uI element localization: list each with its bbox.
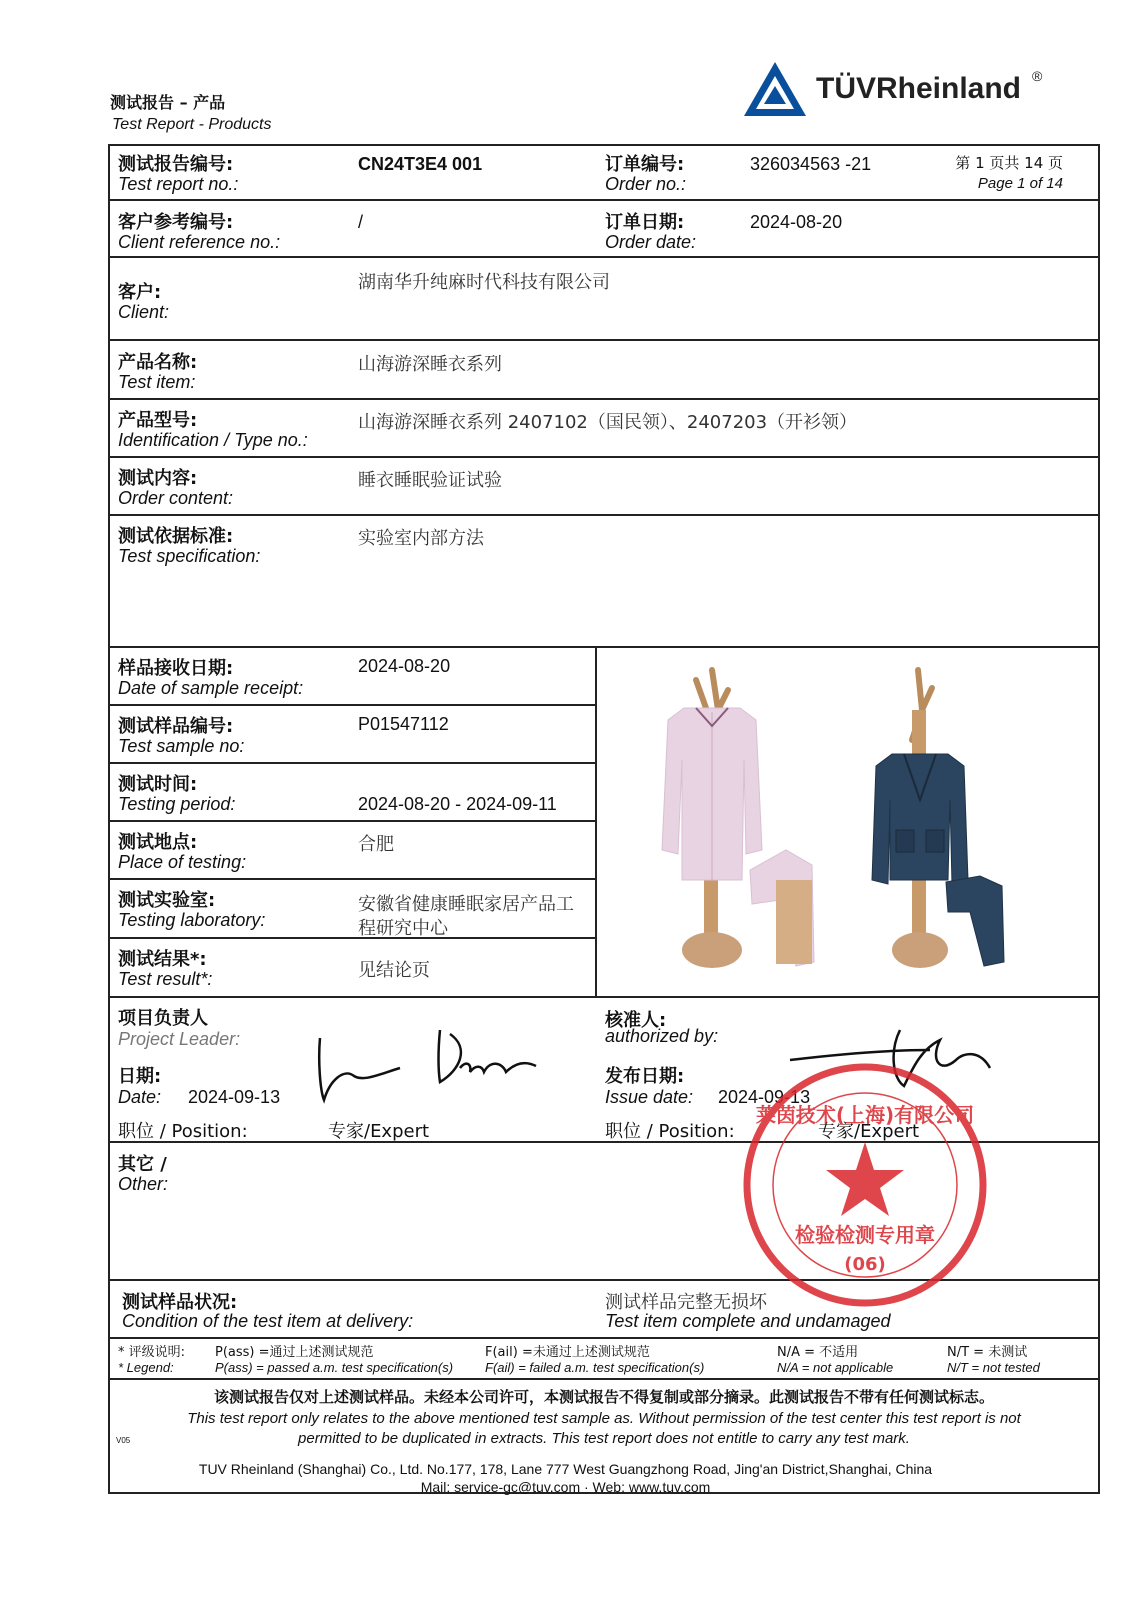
svg-text:莱茵技术(上海)有限公司: 莱茵技术(上海)有限公司 bbox=[755, 1103, 975, 1127]
legend-nt-cn: N/T = 未测试 bbox=[947, 1345, 1028, 1360]
divider bbox=[595, 646, 597, 996]
lab-label-cn: 测试实验室: bbox=[118, 890, 216, 911]
result-label-en: Test result*: bbox=[118, 969, 213, 989]
order-no-label-en: Order no.: bbox=[605, 174, 687, 194]
divider bbox=[108, 199, 1100, 201]
client-ref-label-en: Client reference no.: bbox=[118, 232, 281, 252]
lab-label-en: Testing laboratory: bbox=[118, 910, 266, 930]
condition-label-cn: 测试样品状况: bbox=[122, 1292, 238, 1313]
divider bbox=[108, 514, 1100, 516]
condition-label-en: Condition of the test item at delivery: bbox=[122, 1311, 414, 1331]
legend-pass-cn: P(ass) =通过上述测试规范 bbox=[215, 1345, 374, 1360]
client-ref-label-cn: 客户参考编号: bbox=[118, 212, 234, 233]
page-count-en: Page 1 of 14 bbox=[977, 175, 1063, 192]
order-date-label-cn: 订单日期: bbox=[605, 212, 685, 233]
position-value: 专家/Expert bbox=[328, 1121, 430, 1142]
content-label-cn: 测试内容: bbox=[118, 468, 198, 489]
tuv-logo bbox=[740, 58, 1070, 120]
spec-label-en: Test specification: bbox=[118, 546, 261, 566]
condition-value-cn: 测试样品完整无损坏 bbox=[605, 1292, 767, 1313]
lab-value-line1: 安徽省健康睡眠家居产品工 bbox=[358, 894, 574, 915]
report-no-label-en: Test report no.: bbox=[118, 174, 239, 194]
sample-no-value: P01547112 bbox=[358, 714, 449, 734]
spec-label-cn: 测试依据标准: bbox=[118, 526, 234, 547]
receipt-label-cn: 样品接收日期: bbox=[118, 658, 234, 679]
result-value: 见结论页 bbox=[358, 960, 430, 981]
leader-label-cn: 项目负责人 bbox=[118, 1008, 208, 1029]
divider bbox=[108, 646, 1100, 648]
divider bbox=[108, 1378, 1100, 1380]
svg-text:(06): (06) bbox=[844, 1254, 886, 1275]
order-no-label-cn: 订单编号: bbox=[605, 154, 685, 175]
period-label-en: Testing period: bbox=[118, 794, 236, 814]
issue-date-value: 2024-09-13 bbox=[718, 1087, 811, 1107]
auth-label-cn: 核准人: bbox=[605, 1010, 667, 1031]
client-label-en: Client: bbox=[118, 302, 170, 322]
issue-label-cn: 发布日期: bbox=[605, 1066, 685, 1087]
leader-label-en: Project Leader: bbox=[118, 1029, 241, 1049]
disclaimer-en-line2: permitted to be duplicated in extracts. This test report does not entitle to carry any test mark. bbox=[298, 1430, 910, 1447]
page-count-cn: 第 1 页共 14 页 bbox=[955, 154, 1063, 172]
report-title-en: Test Report - Products bbox=[112, 116, 272, 133]
legend-nt-en: N/T = not tested bbox=[947, 1360, 1040, 1375]
test-item-label-cn: 产品名称: bbox=[118, 352, 198, 373]
footer-address: TUV Rheinland (Shanghai) Co., Ltd. No.177, 178, Lane 777 West Guangzhong Road, Jing'an District,Shanghai, China bbox=[198, 1461, 933, 1477]
disclaimer-en-line1: This test report only relates to the above mentioned test sample as. Without permission of the test center this test report is not bbox=[187, 1410, 1021, 1427]
condition-value-en: Test item complete and undamaged bbox=[605, 1311, 891, 1331]
divider bbox=[108, 878, 596, 880]
version-code: V05 bbox=[116, 1436, 131, 1445]
legend-na-cn: N/A = 不适用 bbox=[777, 1345, 859, 1360]
divider bbox=[108, 256, 1100, 258]
lab-value-line2: 程研究中心 bbox=[358, 918, 448, 939]
report-no-label-cn: 测试报告编号: bbox=[118, 154, 234, 175]
divider bbox=[108, 937, 596, 939]
type-label-cn: 产品型号: bbox=[118, 410, 198, 431]
client-label-cn: 客户: bbox=[118, 282, 162, 303]
date-label-en: Date: bbox=[118, 1087, 162, 1107]
disclaimer-cn: 该测试报告仅对上述测试样品。未经本公司许可，本测试报告不得复制或部分摘录。此测试报告不带有任何测试标志。 bbox=[213, 1388, 994, 1406]
period-label-cn: 测试时间: bbox=[118, 774, 198, 795]
type-label-en: Identification / Type no.: bbox=[118, 430, 308, 450]
brand-name: TÜVRheinland bbox=[816, 72, 1022, 105]
tuv-triangle-icon bbox=[740, 58, 810, 120]
receipt-label-en: Date of sample receipt: bbox=[118, 678, 304, 698]
receipt-value: 2024-08-20 bbox=[358, 656, 451, 676]
order-no-value: 326034563 -21 bbox=[750, 154, 872, 174]
legend-fail-en: F(ail) = failed a.m. test specification(s) bbox=[485, 1360, 705, 1375]
report-no-value: CN24T3E4 001 bbox=[358, 154, 483, 174]
content-value: 睡衣睡眠验证试验 bbox=[358, 470, 502, 491]
legend-label-cn: * 评级说明: bbox=[118, 1345, 186, 1360]
test-item-value: 山海游深睡衣系列 bbox=[358, 354, 502, 375]
divider bbox=[108, 339, 1100, 341]
divider bbox=[108, 398, 1100, 400]
report-title-cn: 测试报告 – 产品 bbox=[110, 93, 226, 112]
divider bbox=[108, 704, 596, 706]
order-date-label-en: Order date: bbox=[605, 232, 697, 252]
issue-label-en: Issue date: bbox=[605, 1087, 694, 1107]
brand-registered: ® bbox=[1032, 68, 1043, 84]
spec-value: 实验室内部方法 bbox=[358, 528, 484, 549]
place-label-en: Place of testing: bbox=[118, 852, 247, 872]
leader-signature bbox=[310, 1020, 550, 1110]
sample-no-label-cn: 测试样品编号: bbox=[118, 716, 234, 737]
product-photo bbox=[600, 650, 1098, 994]
type-value: 山海游深睡衣系列 2407102（国民领）、2407203（开衫领） bbox=[358, 412, 858, 433]
divider bbox=[108, 820, 596, 822]
divider bbox=[108, 1337, 1100, 1339]
content-label-en: Order content: bbox=[118, 488, 234, 508]
legend-pass-en: P(ass) = passed a.m. test specification(s) bbox=[215, 1360, 454, 1375]
place-label-cn: 测试地点: bbox=[118, 832, 198, 853]
date-label-cn: 日期: bbox=[118, 1066, 162, 1087]
other-label-en: Other: bbox=[118, 1174, 169, 1194]
client-ref-value: / bbox=[358, 212, 364, 232]
place-value: 合肥 bbox=[358, 834, 394, 855]
client-value: 湖南华升纯麻时代科技有限公司 bbox=[358, 272, 610, 293]
divider bbox=[108, 996, 1100, 998]
official-stamp bbox=[740, 1060, 990, 1310]
navy-cardigan-illustration bbox=[872, 670, 1004, 968]
svg-text:检验检测专用章: 检验检测专用章 bbox=[795, 1223, 935, 1247]
sample-no-label-en: Test sample no: bbox=[118, 736, 245, 756]
other-label-cn: 其它 / bbox=[118, 1154, 167, 1175]
period-value: 2024-08-20 - 2024-09-11 bbox=[358, 794, 557, 814]
legend-label-en: * Legend: bbox=[118, 1360, 174, 1375]
position2-value: 专家/Expert bbox=[818, 1121, 920, 1142]
legend-na-en: N/A = not applicable bbox=[777, 1360, 894, 1375]
date-value: 2024-09-13 bbox=[188, 1087, 281, 1107]
divider bbox=[108, 762, 596, 764]
footer-contact: Mail: service-gc@tuv.com · Web: www.tuv.com bbox=[420, 1479, 711, 1495]
order-date-value: 2024-08-20 bbox=[750, 212, 843, 232]
test-item-label-en: Test item: bbox=[118, 372, 196, 392]
auth-label-en: authorized by: bbox=[605, 1026, 719, 1046]
result-label-cn: 测试结果*: bbox=[118, 949, 207, 970]
position-label: 职位 / Position: bbox=[118, 1121, 248, 1142]
divider bbox=[108, 456, 1100, 458]
legend-fail-cn: F(ail) =未通过上述测试规范 bbox=[485, 1345, 650, 1360]
position2-label: 职位 / Position: bbox=[605, 1121, 735, 1142]
pink-pajama-illustration bbox=[662, 670, 814, 968]
